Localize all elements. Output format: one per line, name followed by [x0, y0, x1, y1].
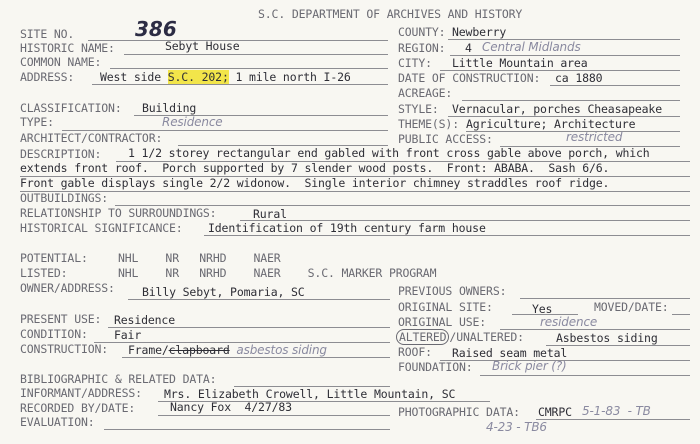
date-line — [550, 85, 680, 86]
region-label: REGION: — [398, 41, 446, 55]
description-line-1: 1 1/2 storey rectangular end gabled with front cross gable above porch, which — [128, 146, 650, 160]
classification-value: Building — [142, 101, 197, 115]
owner-value: Billy Sebyt, Pomaria, SC — [142, 285, 305, 299]
acreage-label: ACREAGE: — [398, 86, 453, 100]
description-line-2: extends front roof. Porch supported by 7 slender wood posts. Front: ABABA. Sash 6/6. — [20, 161, 610, 175]
significance-line — [204, 235, 690, 236]
date-label: DATE OF CONSTRUCTION: — [398, 71, 541, 85]
previous-owners-line — [520, 298, 690, 299]
roof-value: Raised seam metal — [452, 346, 568, 360]
recorded-value: Nancy Fox 4/27/83 — [170, 400, 292, 414]
previous-owners-label: PREVIOUS OWNERS: — [398, 284, 507, 298]
architect-label: ARCHITECT/CONTRACTOR: — [20, 131, 163, 145]
recorded-line — [158, 415, 390, 416]
informant-label: INFORMANT/ADDRESS: — [20, 386, 142, 400]
present-use-value: Residence — [114, 313, 175, 327]
county-value: Newberry — [452, 25, 507, 39]
photo-value: CMRPC — [538, 405, 572, 419]
listed-options: NHL NR NRHD NAER S.C. MARKER PROGRAM — [118, 266, 437, 280]
construction-struck: clapboard — [168, 343, 230, 357]
original-use-label: ORIGINAL USE: — [398, 315, 487, 329]
altered-rest: /UNALTERED: — [449, 330, 524, 344]
photo-handwritten-1: 5-1-83 - TB — [582, 404, 651, 418]
owner-line — [128, 299, 390, 300]
foundation-label: FOUNDATION: — [398, 360, 473, 374]
relationship-label: RELATIONSHIP TO SURROUNDINGS: — [20, 206, 217, 220]
original-site-value: Yes — [532, 302, 553, 316]
evaluation-line — [104, 429, 390, 430]
moved-date-label: MOVED/DATE: — [594, 300, 669, 314]
photo-label: PHOTOGRAPHIC DATA: — [398, 405, 520, 419]
construction-frame: Frame/ — [128, 343, 169, 357]
construction-label: CONSTRUCTION: — [20, 342, 109, 356]
region-handwritten: Central Midlands — [482, 40, 581, 54]
original-use-value: residence — [540, 315, 598, 329]
significance-label: HISTORICAL SIGNIFICANCE: — [20, 221, 183, 235]
historic-name-value: Sebyt House — [165, 39, 240, 53]
historic-name-line — [124, 54, 388, 55]
original-site-label: ORIGINAL SITE: — [398, 300, 493, 314]
foundation-line — [480, 375, 690, 376]
card-title: S.C. DEPARTMENT OF ARCHIVES AND HISTORY — [258, 7, 523, 21]
bibliography-label: BIBLIOGRAPHIC & RELATED DATA: — [20, 372, 217, 386]
relationship-value: Rural — [253, 207, 287, 221]
address-part-b: 1 mile north I-26 — [235, 70, 351, 84]
foundation-value: Brick pier (?) — [492, 359, 567, 373]
address-value — [100, 71, 351, 84]
description-rule-3 — [20, 191, 690, 192]
potential-options: NHL NR NRHD NAER — [118, 251, 281, 265]
informant-value: Mrs. Elizabeth Crowell, Little Mountain, SC — [164, 387, 456, 401]
original-use-line — [500, 329, 690, 330]
city-value: Little Mountain area — [452, 56, 588, 70]
date-value: ca 1880 — [555, 71, 603, 85]
acreage-line — [462, 100, 680, 101]
owner-label: OWNER/ADDRESS: — [20, 281, 115, 295]
address-part-a: West side — [100, 70, 161, 84]
roof-label: ROOF: — [398, 345, 432, 359]
present-use-label: PRESENT USE: — [20, 312, 102, 326]
photo-line — [536, 419, 690, 420]
altered-value: Asbestos siding — [556, 331, 658, 345]
address-line — [92, 84, 388, 85]
city-label: CITY: — [398, 56, 432, 70]
evaluation-label: EVALUATION: — [20, 415, 95, 429]
listed-label: LISTED: — [20, 266, 68, 280]
altered-line — [546, 345, 690, 346]
historic-name-label: HISTORIC NAME: — [20, 41, 115, 55]
construction-value — [128, 344, 327, 357]
type-label: TYPE: — [20, 115, 54, 129]
common-name-label: COMMON NAME: — [20, 55, 102, 69]
photo-handwritten-2: 4-23 - TB6 — [486, 420, 547, 434]
potential-label: POTENTIAL: — [20, 251, 88, 265]
public-access-value: restricted — [566, 130, 623, 144]
region-value: 4 — [465, 41, 472, 55]
public-access-label: PUBLIC ACCESS: — [398, 132, 493, 146]
altered-circled: ALTERED — [396, 329, 449, 345]
address-label: ADDRESS: — [20, 70, 75, 84]
construction-line — [122, 357, 390, 358]
construction-handwritten: asbestos siding — [236, 343, 327, 357]
site-no-value: 386 — [135, 17, 177, 41]
common-name-line — [110, 68, 388, 69]
moved-date-line — [672, 314, 690, 315]
outbuildings-label: OUTBUILDINGS: — [20, 191, 109, 205]
recorded-label: RECORDED BY/DATE: — [20, 401, 136, 415]
present-use-line — [108, 327, 390, 328]
themes-label: THEME(S): — [398, 117, 459, 131]
themes-value: Agriculture; Architecture — [466, 117, 636, 131]
site-no-label: SITE NO. — [20, 27, 75, 41]
type-value: Residence — [162, 115, 223, 129]
address-highlight: S.C. 202; — [167, 70, 229, 84]
style-label: STYLE: — [398, 102, 439, 116]
condition-label: CONDITION: — [20, 327, 88, 341]
classification-label: CLASSIFICATION: — [20, 101, 122, 115]
altered-label — [396, 331, 524, 344]
description-label: DESCRIPTION: — [20, 147, 102, 161]
significance-value: Identification of 19th century farm house — [208, 221, 486, 235]
description-line-3: Front gable displays single 2/2 widonow. Single interior chimney straddles roof ridge. — [20, 176, 610, 190]
county-label: COUNTY: — [398, 25, 446, 39]
condition-value: Fair — [114, 328, 142, 342]
style-value: Vernacular, porches Cheasapeake — [452, 102, 662, 116]
